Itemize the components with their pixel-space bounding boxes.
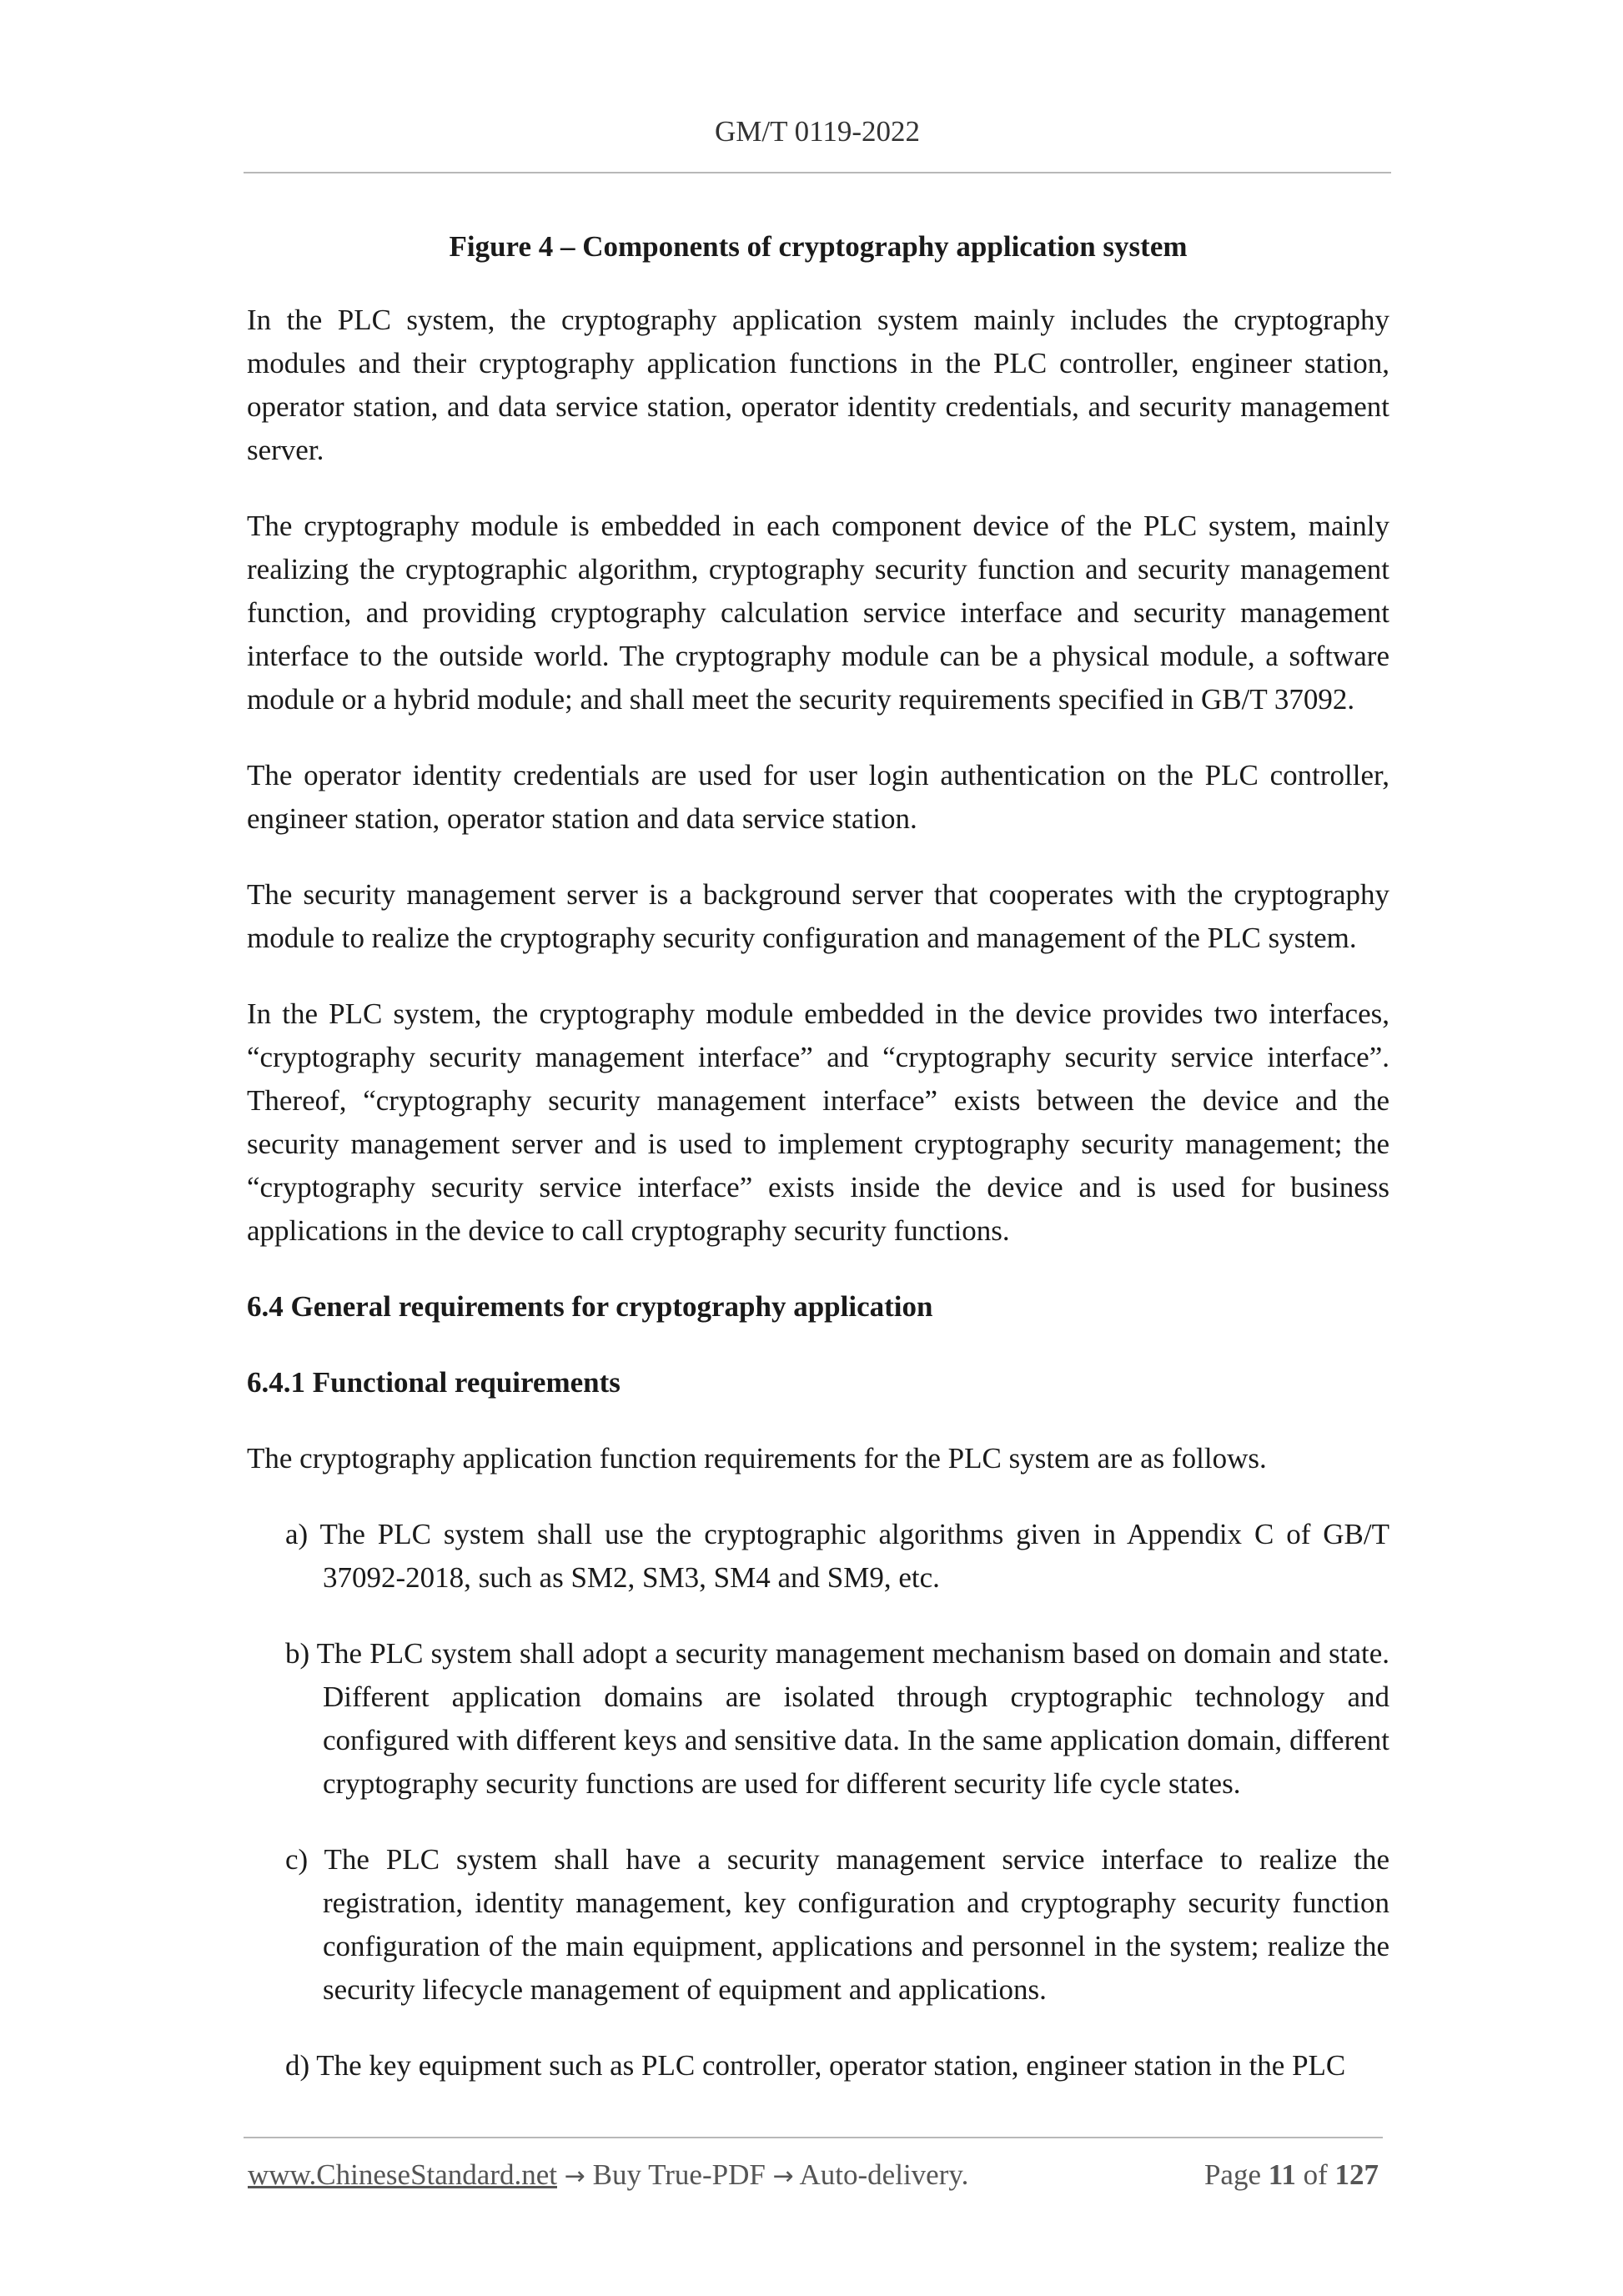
total-pages: 127 (1334, 2158, 1379, 2191)
page-number: 11 (1268, 2158, 1296, 2191)
right-arrow-icon: → (772, 2162, 794, 2191)
of-label: of (1303, 2158, 1328, 2191)
delivery-text: Auto-delivery. (799, 2158, 969, 2191)
figure-caption: Figure 4 – Components of cryptography application system (449, 230, 1188, 263)
list-item: a) The PLC system shall use the cryptographic algorithms given in Appendix C of GB/T 37092-2018, such as SM2, SM3, SM4 and SM9, etc. (285, 1518, 1389, 1594)
page-footer (248, 2158, 1379, 2192)
footer-promo (248, 2158, 968, 2192)
website-link[interactable]: www.ChineseStandard.net (248, 2158, 557, 2191)
buy-text: Buy True-PDF (592, 2158, 766, 2191)
header-divider (244, 172, 1391, 173)
paragraph: In the PLC system, the cryptography application system mainly includes the cryptography modules and their cryptography application functions in the PLC controller, engineer station, operator station, and data service station, operator identity credentials, and security management server. (247, 304, 1389, 466)
page-label: Page (1203, 2158, 1262, 2191)
page-body (247, 225, 1389, 2088)
paragraph: The operator identity credentials are used for user login authentication on the PLC controller, engineer station, operator station and data service station. (247, 759, 1389, 835)
right-arrow-icon: → (564, 2162, 585, 2191)
subsection-heading: 6.4.1 Functional requirements (247, 1366, 621, 1399)
footer-divider (244, 2137, 1383, 2138)
page-header: GM/T 0119-2022 (715, 115, 920, 148)
paragraph: The cryptography module is embedded in each component device of the PLC system, mainly realizing the cryptographic algorithm, cryptography security function and security management function, and providing cryptography calculation service interface and security management interface to the outside world. The cryptography module can be a physical module, a software module or a hybrid module; and shall meet the security requirements specified in GB/T 37092. (247, 510, 1389, 716)
page-indicator (1204, 2158, 1379, 2192)
paragraph: In the PLC system, the cryptography module embedded in the device provides two interfaces, “cryptography security management interface” and “cryptography security service interface”. Thereof, “cryptography security management interface” exists between the device and the security management server and is used to implement cryptography security management; the “cryptography security service interface” exists inside the device and is used for business applications in the device to call cryptography security functions. (247, 997, 1389, 1247)
list-item: d) The key equipment such as PLC controller, operator station, engineer station in the PLC (285, 2049, 1346, 2082)
paragraph: The security management server is a background server that cooperates with the cryptography module to realize the cryptography security configuration and management of the PLC system. (247, 878, 1389, 954)
list-intro: The cryptography application function requirements for the PLC system are as follows. (247, 1442, 1267, 1475)
section-heading: 6.4 General requirements for cryptography application (247, 1290, 933, 1323)
list-item: b) The PLC system shall adopt a security management mechanism based on domain and state. Different application domains are isolated through cryptographic technology and configured with different keys and sensitive data. In the same application domain, different cryptography security functions are used for different security life cycle states. (285, 1637, 1389, 1800)
list-item: c) The PLC system shall have a security management service interface to realize the registration, identity management, key configuration and cryptography security function configuration of the main equipment, applications and personnel in the system; realize the security lifecycle management of equipment and applications. (285, 1843, 1389, 2006)
